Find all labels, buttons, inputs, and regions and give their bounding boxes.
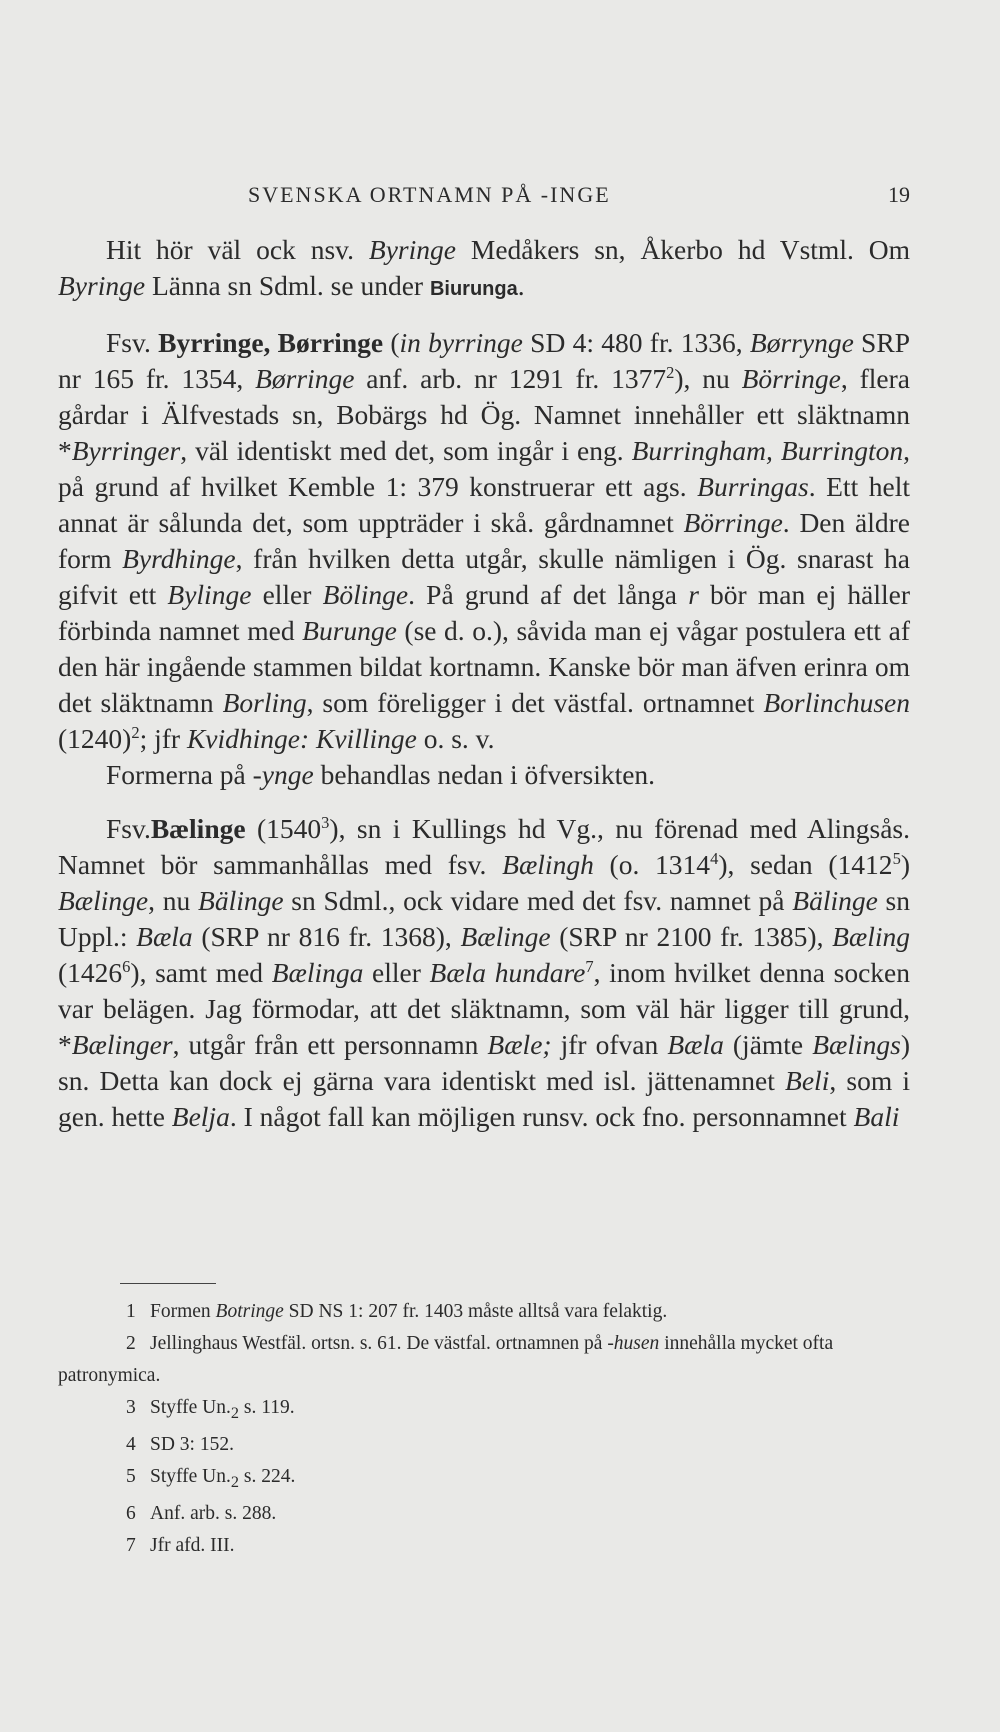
- footnote: 5 Styffe $Un._2$ s. 224.: [126, 1465, 296, 1491]
- paragraph-byrringe: Fsv. Byrringe, Børringe (in byrringe SD 4: 480 fr. 1336, Børrynge SRP nr 165 fr. 1354, Børringe anf. arb. nr 1291 fr. 1377$^2$), nu Börringe, flera gårdar i Älfvestads sn, Bobärgs hd Ög. Namnet innehåller ett släktnamn *Byrringer, väl identiskt med det, som ingår i eng. Burringham, Burrington, på grund af hvilket Kemble 1: 379 konstruerar ett ags. Burringas. Ett helt annat är sålunda det, som uppträder i skå. gårdnamnet Börringe. Den äldre form Byrdhinge, från hvilken detta utgår, skulle nämligen i Ög. snarast ha gifvit ett Bylinge eller Bölinge. På grund af det långa r bör man ej häller förbinda namnet med Burunge (se d. o.), såvida man ej vågar postulera ett af den här ingående stammen bildat kortnamn. Kanske bör man äfven erinra om det släktnamn Borling, som föreligger i det västfal. ortnamnet Borlinchusen $(1240)^2$; jfr Kvidhinge: Kvillinge o. s. v.: [58, 327, 911, 754]
- footnote: 6 Anf. arb. s. 288.: [126, 1502, 277, 1524]
- body-text: [58, 232, 910, 1135]
- footnotes: [58, 1296, 910, 1562]
- footnote: 7 Jfr afd. III.: [126, 1534, 235, 1556]
- footnote: 1 Formen Botringe SD NS 1: 207 fr. 1403 måste alltså vara felaktig.: [126, 1301, 668, 1322]
- footnote: 2 Jellinghaus Westfäl. ortsn. s. 61. De västfal. ortnamnen på -husen innehålla mycket ofta patronymica.: [58, 1333, 834, 1386]
- paragraph-baelinge: Fsv.Bælinge (1540$^3$), sn i Kullings hd Vg., nu förenad med Alingsås. Namnet bör sammanhållas med fsv. Bælingh (o. 1314$^4$), sedan (1412$^5$) Bælinge, nu Bälinge sn Sdml., ock vidare med det fsv. namnet på Bälinge sn Uppl.: Bæla (SRP nr 816 fr. 1368), Bælinge (SRP nr 2100 fr. 1385), Bæling (1426$^6$), samt med Bælinga eller Bæla hundare$^7$, inom hvilket denna socken var belägen. Jag förmodar, att det släktnamn, som väl här ligger till grund, *Bælinger, utgår från ett personnamn Bæle; jfr ofvan Bæla (jämte Bælings) sn. Detta kan dock ej gärna vara identiskt med isl. jättenamnet Beli, som i gen. hette Belja. I något fall kan möjligen runsv. ock fno. personnamnet Bali: [58, 812, 911, 1132]
- page-number: 19: [888, 182, 910, 207]
- page-header: [58, 182, 910, 218]
- paragraph-ynge: Formerna på -ynge behandlas nedan i öfversikten.: [106, 759, 656, 790]
- running-title: SVENSKA ORTNAMN PÅ -INGE: [248, 182, 611, 207]
- footnote: 4 SD 3: 152.: [126, 1433, 234, 1455]
- paragraph-byringe: Hit hör väl ock nsv. Byringe Medåkers sn, Åkerbo hd Vstml. Om Byringe Länna sn Sdml. se under Biurunga.: [58, 234, 910, 301]
- footnote-divider: [120, 1283, 216, 1284]
- footnote: 3 Styffe $Un._2$ s. 119.: [126, 1397, 295, 1422]
